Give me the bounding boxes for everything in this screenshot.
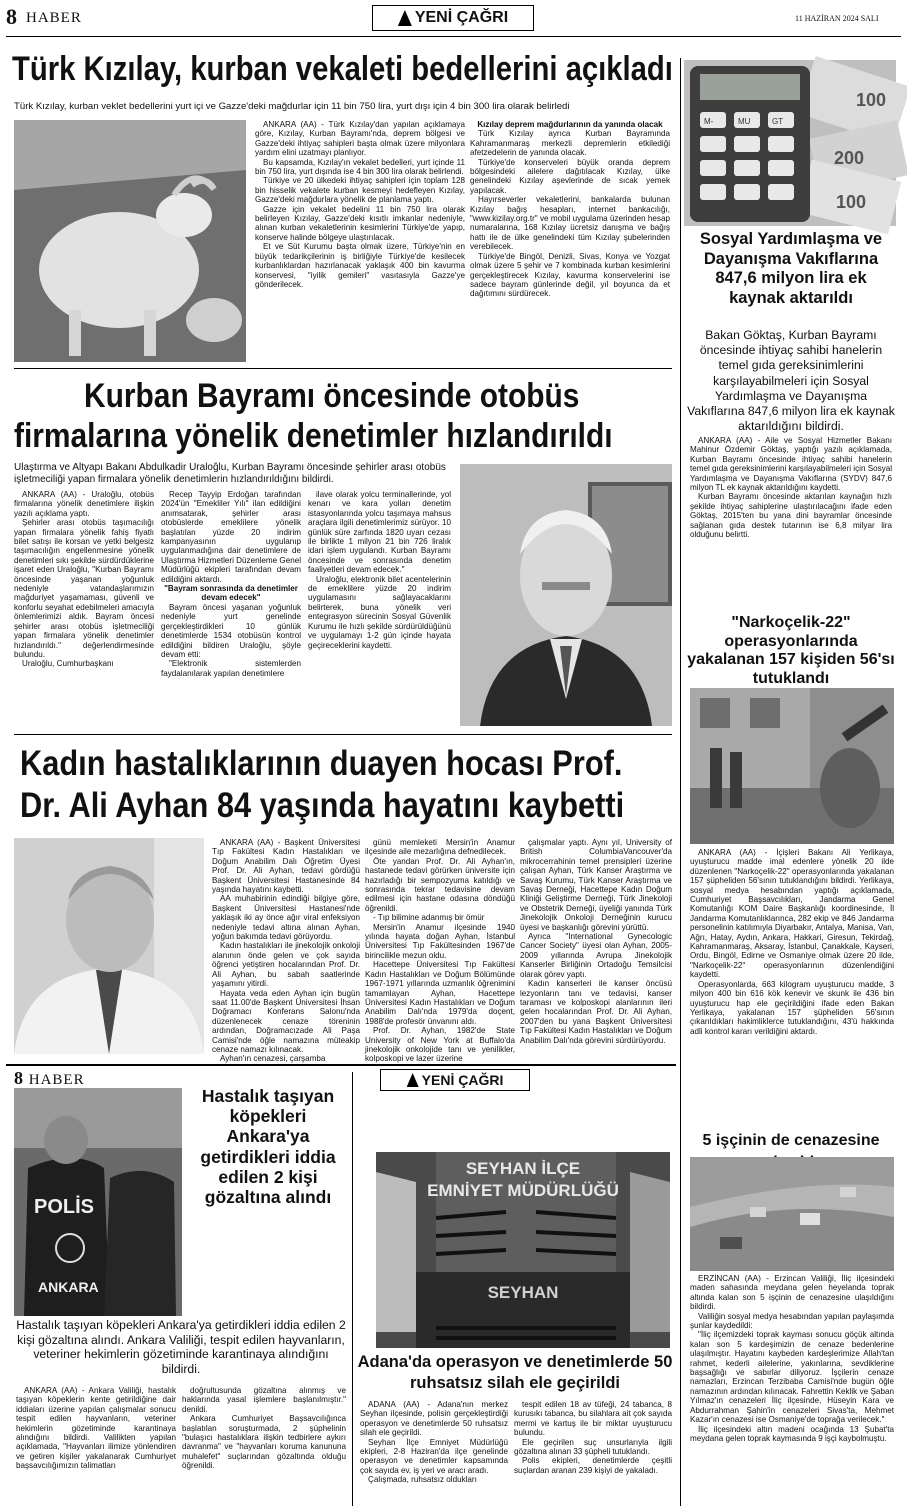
art1-col1-p1: ANKARA (AA) - Türk Kızılay'dan yapılan açıklamaya göre, Kızılay, Kurban Bayramı'nda, deprem bölgesi ve Gazze'deki ihtiyaç sahipleri başta olmak üzere milyonlara yardım elini uzatmayı planlıyor. — [255, 120, 465, 158]
side1-body-p1: ANKARA (AA) - Aile ve Sosyal Hizmetler Bakanı Mahinur Özdemir Göktaş, yaptığı yazılı açıklamada, Kurban Bayramı öncesinde ihtiyaç sahibi hanelerin temel gıda gereksinimlerini karşılayabilmeleri için Sosyal Yardımlaşma ve Dayanışma Vakıflarına (SYDV) 847,6 milyon TL ek kaynak aktarıldığını kaydetti. — [690, 436, 892, 493]
art3-col2-p1: günü memleketi Mersin'in Anamur ilçesinde aile mezarlığına defnedilecek. — [365, 838, 515, 857]
art1-col2-p3: Hayırseverler vekaletlerini, bankalarda bulunan Kızılay bağış hesapları, internet bankacılığı, "www.kizilay.org.tr" ve mobil uygulama üzerinden hesap numaralarına, 168 Kızılay ücretsiz danışma ve bağış hattı ile de ülke genelindeki tüm Kızılay şubelerinden verebilecek. — [470, 195, 670, 252]
art1-col2-p2: Türkiye'de konserveleri büyük oranda deprem bölgesindeki ailelere dağıtılacak Kızılay, ülke genelindeki Kızılay aşevlerinde de sıcak yemek yapılacak. — [470, 157, 670, 195]
art3-title-line1: Kadın hastalıklarının duayen hocası Prof. — [20, 744, 623, 783]
art2-col1-p2: Şehirler arası otobüs taşımacılığı yapan firmalara yönelik fahiş fiyatlı bilet satışı ile korsan ve yetki belgesiz taşımacılığın engellenmesine yönelik denetimleri sıkı şekilde sürdürdüklerine işaret eden Uraloğlu, "Kurban Bayramı öncesinde yaşanan yoğunluk nedeniyle vatandaşlarımızın mağduriyet yaşamaması, güvenli ve konforlu seyahat edebilmeleri amacıyla önlemlerimizi aldık. Bayram öncesi şehirler arası otobüs işletmeciliği yapan firmalara yönelik denetimler hızlandırıldı." değerlendirmesinde bulundu. — [14, 518, 154, 659]
money-calculator-photo — [684, 60, 896, 226]
banknote-label: 100 — [856, 90, 887, 110]
banner-text: SEYHAN — [487, 1283, 559, 1302]
art2-col2-p2: Bayram öncesi yaşanan yoğunluk nedeniyle yurt genelinde gerçekleştirdikleri 10 günlük denetimlerde 1534 otobüsün kontrol edildiğini bildiren Uraloğlu, şöyle devam etti: — [161, 602, 301, 659]
side3-body-p2: Valiliğin sosyal medya hesabından yapılan paylaşımda şunlar kaydedildi: — [690, 1311, 894, 1331]
art5-title: Adana'da operasyon ve denetimlerde 50 ruhsatsız silah ele geçirildi — [357, 1353, 673, 1392]
side1-body — [690, 436, 892, 566]
art3-col1-p5: Ayhan'ın cenazesi, çarşamba — [220, 1054, 326, 1064]
minister-portrait-image — [460, 464, 672, 726]
art1-title: Türk Kızılay, kurban vekaleti bedellerini açıkladı — [12, 50, 673, 88]
art2-col2-p1: Recep Tayyip Erdoğan tarafından 2024'ün "Emekliler Yılı" ilan edildiğini anımsatarak, şehirler arası otobüslerde emeklilere yönelik başlatılan yüzde 20 indirim kampanyasının uygulanıp uygulanmadığına dair denetimlere de Ulaştırma Hizmetleri Düzenleme Genel Müdürlüğü ekipleri tarafından devam edildiğini aktardı. — [161, 490, 301, 584]
art5-col1 — [360, 1400, 508, 1504]
art2-col3 — [308, 490, 451, 722]
seized-weapons-photo — [376, 1152, 670, 1348]
art3-col3-p3: Kadın kanserleri ile kanser öncüsü lezyonların tanı ve tedavisi, kanser taraması ve kolposkopi alanlarının ileri gelen hocalarından Prof. Dr. Ali Ayhan, 2007'den bu yana Başkent Üniversitesi Tıp Fakültesi Kadın Hastalıkları ve Doğum Anabilim Dalı'nda görevini sürdürüyordu. — [520, 979, 672, 1045]
art4-spot: Hastalık taşıyan köpekleri Ankara'ya getirdikleri iddia edilen 2 kişi gözaltına alındı. Ankara Valiliği, tespit edilen hayvanların, veteriner hekimlerin gözetiminde karantinaya alındığını bildirdi. — [16, 1318, 346, 1376]
art5-col1-p2: Seyhan İlçe Emniyet Müdürlüğü ekipleri, 2-8 Haziran'da ilçe genelinde operasyon ve denetimler kapsamında çok sayıda ev, iş yeri ve aracı aradı. — [360, 1437, 508, 1475]
art3-col2-p2: Öte yandan Prof. Dr. Ali Ayhan'ın, hastanede tedavi görürken üniversite için hazırladığı bir sempozyuma katıldığı ve sonrasında tekrar tedavisine devam edilmesi için hastane odasına döndüğü öğrenildi. — [365, 856, 515, 913]
bottom-column-rule — [352, 1072, 353, 1506]
art2-col1 — [14, 490, 154, 722]
banknote-label: 100 — [836, 192, 867, 212]
art5-col2-p1: tespit edilen 18 av tüfeği, 24 tabanca, 8 kurusıkı tabanca, bu silahlara ait çok sayıda mermi ve kartuş ile bir miktar uyuşturucu bulundu. — [514, 1400, 672, 1438]
logo-mark-icon — [398, 10, 412, 26]
art2-title-line2: firmalarına yönelik denetimler hızlandırıldı — [14, 417, 613, 455]
logo-text: YENİ ÇAĞRI — [414, 9, 509, 26]
art3-title-line2: Dr. Ali Ayhan 84 yaşında hayatını kaybetti — [20, 786, 625, 825]
bottom-section-name — [14, 1068, 85, 1089]
art4-col2-p2: Ankara Cumhuriyet Başsavcılığınca başlatılan soruşturmada, 2 şüphelinin "bulaşıcı hastalıklara ilişkin tedbirlere aykırı davranma" ve "hayvanları koruma kanununa muhalefet" suçlarından gözaltında olduğu öğrenildi. — [182, 1414, 346, 1471]
issue-date: 11 HAZİRAN 2024 SALI — [795, 14, 879, 23]
art3-col2 — [365, 838, 515, 1064]
art4-col1-p1: ANKARA (AA) - Ankara Valiliği, hastalık taşıyan köpeklerin kente getirildiğine dair iddiaları üzerine yapılan çalışmalar sonucu tespit edilen hayvanların, veteriner hekimlerin gözetiminde karantinaya alındığını bildirdi. Valilikten yapılan açıklamada, "Hayvanları ilimize yönlendiren ve getiren kişiler yakalanarak Cumhuriyet başsavcılığımızın talimatları — [16, 1386, 176, 1471]
art5-col1-p1: ADANA (AA) - Adana'nın merkez Seyhan ilçesinde, polisin gerçekleştirdiği operasyon ve denetimlerde 50 ruhsatsız silah ele geçirildi. — [360, 1400, 508, 1438]
bottom-logo-text: YENİ ÇAĞRI — [421, 1072, 504, 1088]
art2-col2 — [161, 490, 301, 722]
art3-col1-p2: AA muhabirinin edindiği bilgiye göre, Başkent Üniversitesi Hastanesi'nde yaklaşık iki ay önce ağır viral enfeksiyon nedeniyle tedavi altına alınan Ayhan, yoğun bakımda tedavi görüyordu. — [212, 894, 360, 942]
art3-col1-p1: ANKARA (AA) - Başkent Üniversitesi Tıp Fakültesi Kadın Hastalıkları ve Doğum Anabilim Dalı Öğretim Üyesi Prof. Dr. Ali Ayhan, tedavi gördüğü Başkent Üniversitesi Hastanesinde 84 yaşında hayatını kaybetti. — [212, 838, 360, 895]
operation-photo — [690, 688, 894, 844]
calc-key-label: MU — [738, 117, 751, 126]
page-number: 8 — [6, 4, 17, 29]
landslide-image — [690, 1157, 894, 1271]
header-rule — [6, 36, 901, 37]
art1-divider — [14, 368, 672, 369]
side3-body-p1: ERZİNCAN (AA) - Erzincan Valiliği, İliç ilçesindeki maden sahasında meydana gelen heyelanda toprak altında kalan son 5 işçinin de cenazesine ulaşıldığını bildirdi. — [690, 1274, 894, 1312]
art1-col1-p5: Et ve Süt Kurumu başta olmak üzere, Türkiye'nin en büyük tedarikçilerinin iş birliğiyle Türkiye'de kesilecek kurbanlıklardan hazırlanacak yaklaşık 400 bin kavurma konservesi, "iyilik gemileri" vasıtasıyla Gazze'ye gönderilecek. — [255, 242, 465, 289]
side2-title: "Narkoçelik-22" operasyonlarında yakalanan 157 kişiden 56'sı tutuklandı — [687, 614, 895, 687]
art3-col3-p2: Ayrıca "International Gynecologic Cancer Society" üyesi olan Ayhan, 2005-2009 yıllarında Avrupa Jinekolojik Kanserler Birliğinin Ortadoğu Temsilcisi olarak görev yaptı. — [520, 932, 672, 979]
operation-image — [690, 688, 894, 844]
side1-body-p2: Kurban Bayramı öncesinde aktarılan kaynağın hızlı şekilde ihtiyaç sahiplerine ulaştırılacağını ifade eden Göktaş, 2015'ten bu yana dini bayramlar öncesinde sağlanan gıda destek tutarının ise 6,8 milyar lira olduğunu belirtti. — [690, 492, 892, 540]
side3-body-p4: İliç ilçesindeki altın madeni ocağında 13 Şubat'ta meydana gelen toprak kaymasında 9 işçi kaybolmuştu. — [690, 1424, 894, 1443]
seized-weapons-image — [376, 1152, 670, 1348]
banknote-label: 200 — [834, 148, 865, 168]
art3-col2-p4: Mersin'in Anamur ilçesinde 1940 yılında hayata doğan Ayhan, İstanbul Üniversitesi Tıp Fakültesinden 1967'de birincilikle mezun oldu. — [365, 922, 515, 960]
side1-title: Sosyal Yardımlaşma ve Dayanışma Vakıflarına 847,6 milyon lira ek kaynak aktarıldı — [699, 230, 883, 307]
art5-col2-p3: Polis ekipleri, denetimlerde çeşitli suçlardan aranan 239 kişiyi de yakaladı. — [514, 1456, 672, 1475]
art2-col3-p2: Uraloğlu, elektronik bilet acentelerinin de emeklilere yüzde 20 indirim uygulamasını sağlayacaklarını belirterek, buna yönelik veri entegrasyon sürecinin Sosyal Güvenlik Kurumu ile hızlı şekilde sürdürüldüğünü ve uygulamayı 1-2 gün içinde hayata geçireceklerini kaydetti. — [308, 574, 451, 650]
art3-col2-p3: - Tıp bilimine adanmış bir ömür — [373, 913, 485, 923]
side3-body-p3: "İliç ilçemizdeki toprak kayması sonucu göçük altında kalan son 5 kardeşimizin de cenaze bedenlerine ulaşılmıştır. Hayatını kaybeden kardeşlerimize Allah'tan rahmet, kederli ailelerine, yakınlarına, sevdiklerine başsağlığı ve sabırlar diliyoruz. İşçilerin cenaze namazları, Erzincan Terzibaba Camisi'nde bugün öğle namazının ardından kılınacak. Fahrettin Keklik ve Şaban Yılmaz'ın cenazeleri İliç ilçesinde, Hüseyin Kara ve Abdurrahman Şahin'in cenazeleri Sivas'ta, Mehmet Kazar'ın cenazesi ise Osmaniye'de toprağa verilecek." — [690, 1330, 894, 1425]
bottom-section-rule — [6, 1064, 676, 1066]
landslide-photo — [690, 1157, 894, 1271]
art2-lead: Ulaştırma ve Altyapı Bakanı Abdulkadir Uraloğlu, Kurban Bayramı öncesinde şehirler arası otobüs işletmeciliği yapan firmalara yönelik denetimlerin hızlandırıldığını bildirdi. — [14, 462, 446, 485]
art2-title-line1: Kurban Bayramı öncesinde otobüs — [84, 377, 580, 415]
art2-col1-p3: Uraloğlu, Cumhurbaşkanı — [22, 659, 114, 669]
side3-body — [690, 1274, 894, 1506]
art1-col2-p1: Türk Kızılay ayrıca Kurban Bayramında Kahramanmaraş merkezli depremlerin etkilediği afetzedelerin de yanında olacak. — [470, 129, 670, 158]
calc-key-label: M- — [704, 117, 714, 126]
art1-lead: Türk Kızılay, kurban veklet bedellerini yurt içi ve Gazze'deki mağdurlar için 11 bin 750 lira, yurt dışı için 4 bin 300 lira olarak belirledi — [14, 101, 570, 112]
art2-col1-p1: ANKARA (AA) - Uraloğlu, otobüs firmalarına yönelik denetimlere ilişkin yazılı açıklama yaptı. — [14, 490, 154, 518]
sidebar-rule — [680, 58, 681, 1506]
bottom-newspaper-logo — [380, 1069, 530, 1091]
art4-col1 — [16, 1386, 176, 1500]
art5-col2 — [514, 1400, 672, 1504]
art2-col2-p3: "Elektronik sistemlerden faydalanılarak yapılan denetimlere — [161, 659, 301, 678]
calc-key-label: GT — [772, 117, 784, 126]
art3-col2-p5: Hacettepe Üniversitesi Tıp Fakültesi Kadın Hastalıkları ve Doğum Bölümünde 1967-1971 yıllarında uzmanlık öğrenimini tamamlayan Ayhan, Hacettepe Üniversitesi Kadın Hastalıkları ve Doğum Anabilim Dalı'nda 1979'da doçent, 1988'de profesör ünvanını aldı. — [365, 960, 515, 1026]
art4-title: Hastalık taşıyan köpekleri Ankara'ya getirdikleri iddia edilen 2 kişi gözaltına alındı — [200, 1086, 336, 1208]
art2-divider — [14, 734, 672, 735]
art5-col2-p2: Ele geçirilen suç unsurlarıyla ilgili gözaltına alınan 33 şüpheli tutuklandı. — [514, 1437, 672, 1457]
art1-col2-subhead: Kızılay deprem mağdurlarının da yanında olacak — [477, 120, 663, 129]
art2-col3-p1: ilave olarak yolcu terminallerinde, yol kenarı ve kara yolları denetim istasyonlarında yolcu taşımaya mahsus araçlara ilgili denetimlerimiz sürüyor. 10 günlük süre zarfında 1820 uyarı cezası ile birlikte 1 milyon 21 bin 726 liralık idari işlem uygulandı. Kurban Bayramı öncesinde ve sonrasında denetim faaliyetleri devam edecek." — [308, 490, 451, 575]
police-vest-text: POLİS — [34, 1196, 95, 1218]
minister-portrait-photo — [460, 464, 672, 726]
side2-body-p1: ANKARA (AA) - İçişleri Bakanı Ali Yerlikaya, uyuşturucu madde imal edenlere yönelik 20 ilde düzenlenen "Narkoçelik-22" operasyonlarında yakalanan 157 şüpheliden 56'sının tutuklandığını bildirdi. Yerlikaya, sosyal medya hesabından yaptığı açıklamada, Cumhuriyet Başsavcılıkları, Jandarma Genel Komutanlığı KOM Daire Başkanlığı koordinesinde, İl Jandarma Komutanlıklarınca, 282 ekip ve 846 Jandarma personelinin katılımıyla Diyarbakır, Antalya, Manisa, Van, Ağrı, Hatay, Aydın, Ankara, Hakkari, Giresun, Tekirdağ, Kahramanmaraş, Aksaray, İstanbul, Çanakkale, Kayseri, Ordu, Bingöl, Edirne ve Osmaniye olmak üzere 20 ilde, "Narkoçelik-22" operasyonlarının düzenlendiğini kaydetti. — [690, 848, 894, 980]
sheep-image — [14, 120, 246, 362]
art5-col1-p3: Çalışmada, ruhsatsız oldukları — [368, 1475, 477, 1485]
side1-spot: Bakan Göktaş, Kurban Bayramı öncesinde ihtiyaç sahibi hanelerin temel gıda gereksinimlerini karşılayabilmeleri için Sosyal Yardımlaşma ve Dayanışma Vakıflarına 847,6 milyon lira ek kaynak aktarıldığını bildirdi. — [687, 328, 895, 434]
art2-col2-subhead: "Bayram sonrasında da denetimler devam edecek" — [164, 584, 298, 603]
art3-col1-p3: Kadın hastalıkları ile jinekolojik onkoloji alanının önde gelen ve çok sayıda öğrenci yetiştiren hocalarından Prof. Dr. Ali Ayhan, bu sabah saatlerinde yaşamını yitirdi. — [212, 941, 360, 989]
detainee-image — [14, 1088, 182, 1316]
art1-col1-p2: Bu kapsamda, Kızılay'ın vekalet bedelleri, yurt içinde 11 bin 750 lira, yurt dışında ise 4 bin 300 lira olarak belirlendi. — [255, 157, 465, 177]
sheep-photo — [14, 120, 246, 362]
art4-col2-p1: doğrultusunda gözaltına alınmış ve haklarında yasal işlemlere başlanılmıştır." denildi. — [182, 1386, 346, 1414]
station-sign-line2: EMNİYET MÜDÜRLÜĞÜ — [427, 1181, 619, 1200]
art3-col1-p4: Hayata veda eden Ayhan için bugün saat 11.00'de Başkent Üniversitesi İhsan Doğramacı Konferans Salonu'nda düzenlenecek cenaze töreninin ardından, Doğramacızade Ali Paşa Camisi'nde öğle namazına müteakip cenaze namazı kılınacak. — [212, 988, 360, 1054]
art1-col2-p4: Türkiye'de Bingöl, Denizli, Sivas, Konya ve Yozgat olmak üzere 5 şehir ve 7 kombinada kurban kesimlerini gerçekleştirecek Kızılay, kavurma konservelerini ise sadece bayram günlerinde değil, yıl boyunca da et dağıtımını sürdürecek. — [470, 251, 670, 299]
money-calculator-image — [684, 60, 896, 226]
art3-col3-p1: çalışmalar yaptı. Aynı yıl, University of British ColumbiaVancouver'da mikrocerrahinin temel prensipleri üzerine çalışan Ayhan, Türk Kanser Araştırma ve Savaş Kurumu, Türk Kanser Araştırma ve Savaş Derneği, Hacettepe Kadın Doğum Kliniği Geliştirme Derneği, Türk Jinekoloji ve Obstetrik Derneği, üyeliği yanında Türk Jinekolojik Onkoloji Derneğinin kurucu üyesi ve başkanlığı görevini yürüttü. — [520, 838, 672, 932]
detainee-photo — [14, 1088, 182, 1316]
art1-col1-p3: Türkiye ve 20 ülkedeki ihtiyaç sahipleri için toplam 128 bin hisselik vekalete kurban kesmeyi hedefleyen Kızılay, Gazze'deki mağdurlara yönelik de planlama yaptı. — [255, 176, 465, 205]
art3-col2-p6: Prof. Dr. Ayhan, 1982'de State University of New York at Buffalo'da jinekolojik onkolojide tanı ve yenilikler, kolposkopi ve lazer üzerine — [365, 1026, 515, 1064]
side3-title: 5 işçinin de cenazesine — [702, 1132, 880, 1149]
art4-col2 — [182, 1386, 346, 1500]
art1-col1 — [255, 120, 465, 362]
logo-mark-icon — [407, 1073, 419, 1087]
newspaper-logo — [372, 5, 534, 31]
bottom-section-label: HABER — [28, 1072, 85, 1088]
art1-col1-p4: Gazze için vekalet bedelini 11 bin 750 lira olarak belirleyen Kızılay, Gazze'deki kısıtlı imkanlar nedeniyle, alınan kurban vekaletlerinin kesimlerini Türkiye'de yapıp, konserve halinde bölgeye ulaştırılacak. — [255, 204, 465, 242]
station-sign-line1: SEYHAN İLÇE — [465, 1159, 581, 1178]
police-vest-city: ANKARA — [38, 1279, 99, 1295]
side2-body — [690, 848, 894, 1098]
section-name: HABER — [26, 10, 82, 26]
art3-col1 — [212, 838, 360, 1064]
bottom-page-number: 8 — [14, 1068, 24, 1088]
professor-portrait-image — [14, 838, 204, 1054]
art3-col3 — [520, 838, 672, 1056]
professor-portrait-photo — [14, 838, 204, 1054]
art1-col2 — [470, 120, 670, 362]
side2-body-p2: Operasyonlarda, 663 kilogram uyuşturucu madde, 3 milyon 400 bin 616 kök kenevir ve skunk ile 436 bin uyuşturucu hap ele geçirildiğini ifade eden Bakan Yerlikaya, yakalanan 157 şüpheliden 56'sının çıkarıldıkları hakimliklerce tutuklandığını, 43'ü hakkında adli kontrol kararı verildiğini aktardı. — [690, 979, 894, 1036]
